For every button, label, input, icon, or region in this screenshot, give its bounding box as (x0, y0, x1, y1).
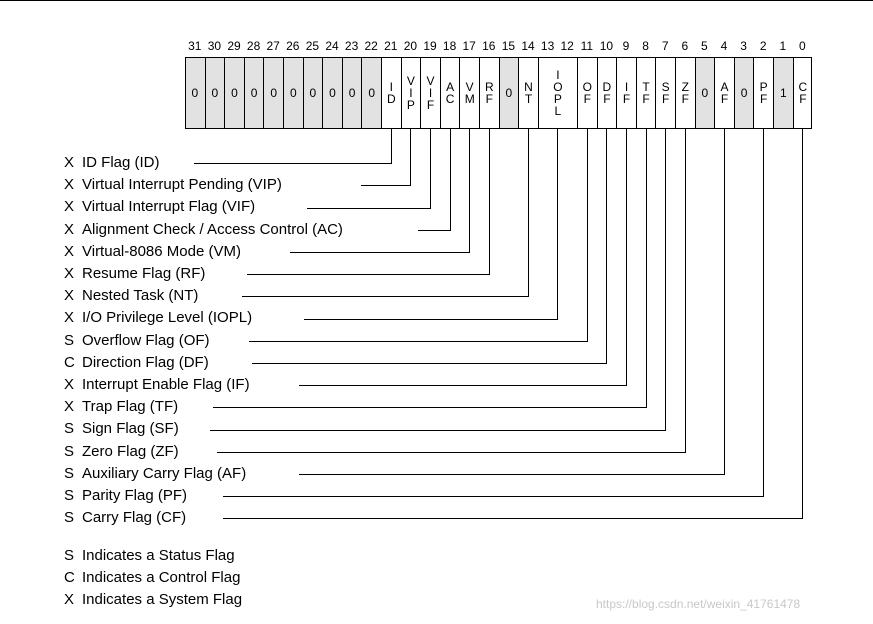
flag-type: S (64, 464, 75, 482)
bit-number: 4 (720, 39, 728, 53)
flag-type: X (64, 287, 75, 305)
leader-line (213, 129, 647, 408)
leader-line (223, 129, 764, 497)
legend-type: S (64, 547, 75, 564)
cell-label: 0 (368, 86, 376, 100)
flag-name: ID Flag (ID) (82, 154, 160, 171)
bit-number: 7 (661, 39, 669, 53)
flag-name: Zero Flag (ZF) (82, 442, 179, 460)
legend-text: Indicates a Control Flag (82, 569, 241, 586)
bit-number: 29 (227, 39, 241, 53)
flag-type: S (64, 420, 75, 438)
bit-number: 16 (482, 39, 496, 53)
bit-number: 2 (759, 39, 767, 53)
flag-row (64, 396, 178, 418)
flag-name: Auxiliary Carry Flag (AF) (82, 464, 247, 482)
flag-type: S (64, 442, 75, 460)
flag-row (64, 352, 209, 374)
legend-row (64, 567, 240, 589)
cell-label: S F (661, 80, 670, 106)
leader-line (242, 129, 529, 297)
flag-name: Virtual Interrupt Pending (VIP) (82, 176, 282, 194)
bit-number: 9 (622, 39, 630, 53)
cell-label: 0 (505, 86, 513, 100)
bit-number: 25 (305, 39, 320, 53)
flag-type: X (64, 309, 75, 327)
bit-number: 15 (501, 39, 516, 53)
bit-number: 22 (364, 39, 378, 53)
flag-name: Alignment Check / Access Control (AC) (82, 220, 343, 238)
cell-label: C F (798, 80, 808, 106)
cell-label: 0 (348, 86, 356, 100)
bit-number: 20 (403, 39, 418, 53)
cell-label: V I F (426, 74, 435, 112)
cell-label: O F (582, 80, 592, 106)
flag-row (64, 307, 252, 329)
flag-row (64, 485, 187, 507)
cell-label: A C (445, 80, 455, 106)
flag-name: Virtual-8086 Mode (VM) (82, 242, 241, 260)
cell-label: N T (524, 80, 533, 106)
bit-number: 3 (740, 39, 747, 53)
cell-label: 0 (250, 86, 258, 100)
flag-name: Direction Flag (DF) (82, 353, 209, 371)
flag-type: C (64, 353, 75, 371)
cell-label: P F (759, 80, 768, 106)
leader-line (217, 129, 686, 453)
legend-text: Indicates a Status Flag (82, 547, 235, 564)
bit-number: 0 (799, 39, 806, 53)
cell-label: 1 (779, 86, 787, 100)
cell-label: 0 (309, 86, 317, 100)
leader-line (252, 129, 607, 364)
bit-number: 24 (325, 39, 339, 53)
cell-label: 0 (231, 86, 238, 100)
cell-label: 0 (211, 86, 219, 100)
bit-number: 11 (580, 39, 594, 53)
flag-name: Parity Flag (PF) (82, 487, 188, 504)
cell-label: Z F (681, 80, 689, 106)
cell-label: 0 (329, 86, 336, 100)
bit-number: 27 (266, 39, 280, 53)
cell-label: 0 (270, 86, 278, 100)
cell-label: R F (484, 80, 494, 106)
leader-line (223, 129, 803, 519)
flag-type: X (64, 376, 75, 393)
flag-row (64, 330, 210, 352)
bit-number: 1 (779, 39, 787, 53)
bit-number: 5 (701, 39, 708, 53)
bit-number: 31 (188, 39, 202, 53)
flag-name: Virtual Interrupt Flag (VIF) (82, 198, 256, 216)
flag-row (64, 507, 186, 529)
cell-label: D F (602, 80, 612, 106)
bit-number: 8 (642, 39, 649, 53)
cell-label: I D (386, 80, 396, 106)
bit-number: 18 (442, 39, 457, 53)
leader-line (361, 129, 411, 186)
bit-number: 10 (599, 39, 614, 53)
flag-type: X (64, 220, 75, 238)
leader-line (299, 129, 627, 386)
bit-number: 28 (246, 39, 261, 53)
cell-label: I O P L (553, 68, 563, 118)
cell-label: 0 (740, 86, 748, 100)
legend-type: C (64, 569, 75, 586)
legend-text: Indicates a System Flag (82, 591, 243, 608)
cell-label: 0 (191, 86, 199, 100)
flag-row (64, 418, 179, 440)
cell-label: T F (642, 80, 650, 106)
bit-number: 14 (521, 39, 535, 53)
flag-row (64, 152, 160, 174)
flag-type: X (64, 398, 75, 416)
cell-label: V I P (406, 74, 415, 112)
flag-name: Trap Flag (TF) (82, 398, 179, 416)
cell-label: 0 (289, 86, 297, 100)
flag-type: X (64, 242, 75, 260)
watermark-text: https://blog.csdn.net/weixin_41761478 (596, 597, 801, 611)
flag-type: S (64, 509, 75, 527)
bit-number: 17 (462, 39, 476, 53)
flag-type: S (64, 487, 75, 504)
flag-name: Resume Flag (RF) (82, 265, 206, 282)
flag-row (64, 285, 198, 307)
bit-number: 23 (344, 39, 359, 53)
cell-label: V M (464, 80, 475, 106)
cell-label: I F (622, 80, 631, 106)
flag-row (64, 463, 246, 485)
legend-row (64, 589, 242, 611)
legend-row (64, 545, 235, 567)
bit-number: 6 (681, 39, 689, 53)
flag-type: X (64, 176, 75, 194)
flag-name: Carry Flag (CF) (82, 509, 187, 527)
leader-line (194, 129, 392, 164)
flag-type: X (64, 154, 75, 171)
flag-type: S (64, 331, 75, 349)
bit-number: 30 (207, 39, 222, 53)
flag-name: Sign Flag (SF) (82, 420, 179, 438)
bit-number: 19 (423, 39, 437, 53)
flag-name: Interrupt Enable Flag (IF) (82, 376, 250, 393)
flag-type: X (64, 265, 75, 282)
flag-row (64, 174, 282, 196)
bit-number: 12 (560, 39, 574, 53)
flag-row (64, 241, 241, 263)
flag-name: I/O Privilege Level (IOPL) (82, 309, 253, 327)
flag-row (64, 374, 250, 396)
leader-line (307, 129, 431, 209)
legend-type: X (64, 591, 75, 608)
flag-row (64, 441, 179, 463)
leader-line (299, 129, 725, 475)
bit-number: 13 (540, 39, 555, 53)
bit-number: 26 (286, 39, 300, 53)
cell-label: 0 (701, 86, 709, 100)
flag-name: Nested Task (NT) (82, 287, 199, 305)
flag-type: X (64, 198, 75, 216)
flag-name: Overflow Flag (OF) (82, 331, 210, 349)
flag-row (64, 263, 205, 285)
flag-row (64, 196, 255, 218)
flag-row (64, 219, 343, 241)
leader-line (418, 129, 451, 231)
bit-number: 21 (384, 39, 398, 53)
cell-label: A F (720, 80, 729, 106)
